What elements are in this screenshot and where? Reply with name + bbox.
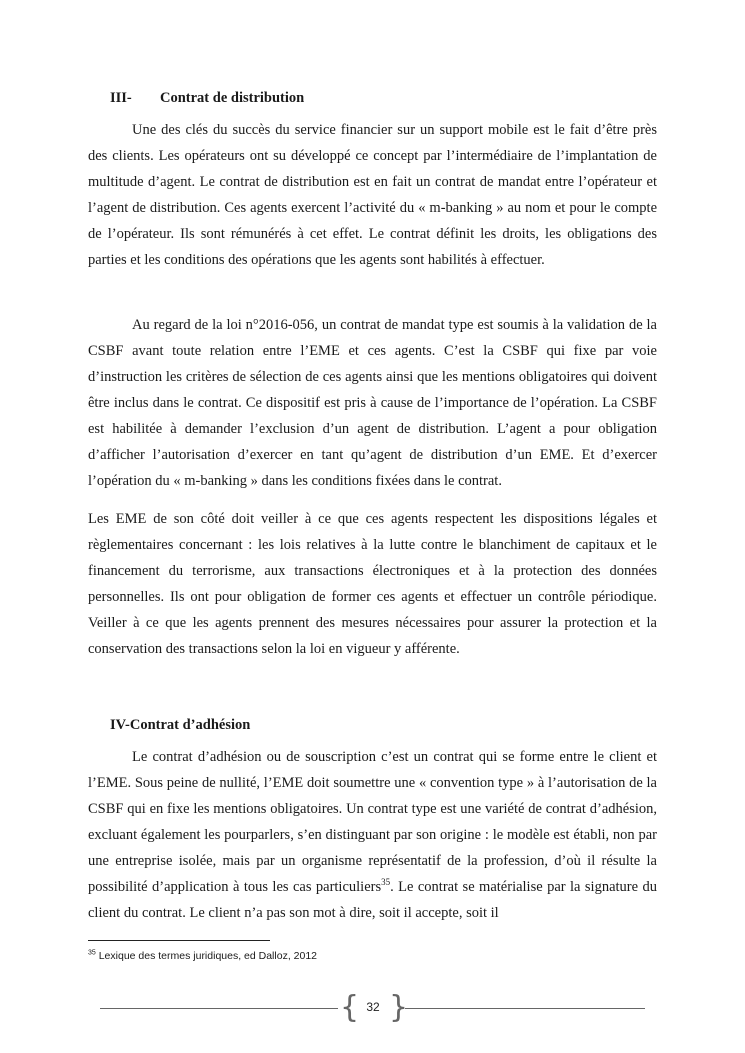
paragraph-3: Les EME de son côté doit veiller à ce que ces agents respectent les dispositions légales et règlementaires concernant : les lois relatives à la lutte contre le blanchiment de capitaux et le financement du terrorisme, aux transactions électroniques et à la protection des données personnelles. Ils ont pour obligation de former ces agents et effectuer un contrôle périodique. Veiller à ce que les agents prennent des mesures nécessaires pour assurer la protection et la conservation des transactions selon la loi en vigueur y afférente. [88, 511, 657, 657]
footer-line-left [100, 1008, 338, 1009]
footnote-divider [88, 940, 270, 941]
section-heading-3 [110, 89, 304, 107]
paragraph-1: Une des clés du succès du service financier sur un support mobile est le fait d’être près des clients. Les opérateurs ont su développé ce concept par l’intermédiaire de l’implantation de multitude d’agent. Le contrat de distribution est en fait un contrat de mandat entre l’opérateur et l’agent de distribution. Ces agents exercent l’activité du « m-banking » au nom et pour le compte de l’opérateur. Ils sont rémunérés à cet effet. Le contrat définit les droits, les obligations des parties et les conditions des opérations que les agents sont habilités à effectuer. [88, 122, 657, 268]
paragraph-4-text: Le contrat d’adhésion ou de souscription c’est un contrat qui se forme entre le client et l’EME. Sous peine de nullité, l’EME doit soumettre une « convention type » à l’autorisation de la CSBF qui en fixe les mentions obligatoires. Un contrat type est une variété de contrat d’adhésion, excluant également les pourparlers, s’en distinguant par son origine : le modèle est établi, non par une entreprise isolée, mais par un organisme représentatif de la profession, d’où il résulte la possibilité d’application à tous les cas particuliers [88, 749, 657, 895]
right-brace-icon: } [389, 990, 409, 1025]
footer-line-right [405, 1008, 645, 1009]
paragraph-4-continuation: . Le contrat se matérialise par la signature du client du contrat. Le client n’a pas son mot à dire, soit il accepte, soit il [88, 879, 657, 921]
footnote-reference[interactable]: 35 [381, 877, 391, 888]
section-title: Contrat de distribution [160, 90, 305, 106]
section-heading-4: IV-Contrat d’adhésion [110, 717, 251, 733]
footnote-number: 35 [88, 949, 96, 957]
section-number: III- [110, 90, 132, 106]
footnote-text: Lexique des termes juridiques, ed Dalloz, 2012 [95, 950, 318, 962]
paragraph-2: Au regard de la loi n°2016-056, un contrat de mandat type est soumis à la validation de la CSBF avant toute relation entre l’EME et ces agents. C’est la CSBF qui fixe par voie d’instruction les critères de sélection de ces agents ainsi que les mentions obligatoires qui doivent être inclus dans le contrat. Ce dispositif est pris à cause de l’importance de l’opération. La CSBF est habilitée à demander l’exclusion d’un agent de distribution. L’agent a pour obligation d’afficher l’autorisation d’exercer en tant qu’agent de distribution d’un EME. Et d’exercer l’opération du « m-banking » dans les conditions fixées dans le contrat. [88, 317, 657, 489]
footnote [88, 949, 317, 963]
page-footer [100, 990, 645, 1026]
left-brace-icon: { [340, 990, 360, 1025]
page-number: 32 [366, 1000, 380, 1014]
paragraph-4 [88, 744, 657, 926]
